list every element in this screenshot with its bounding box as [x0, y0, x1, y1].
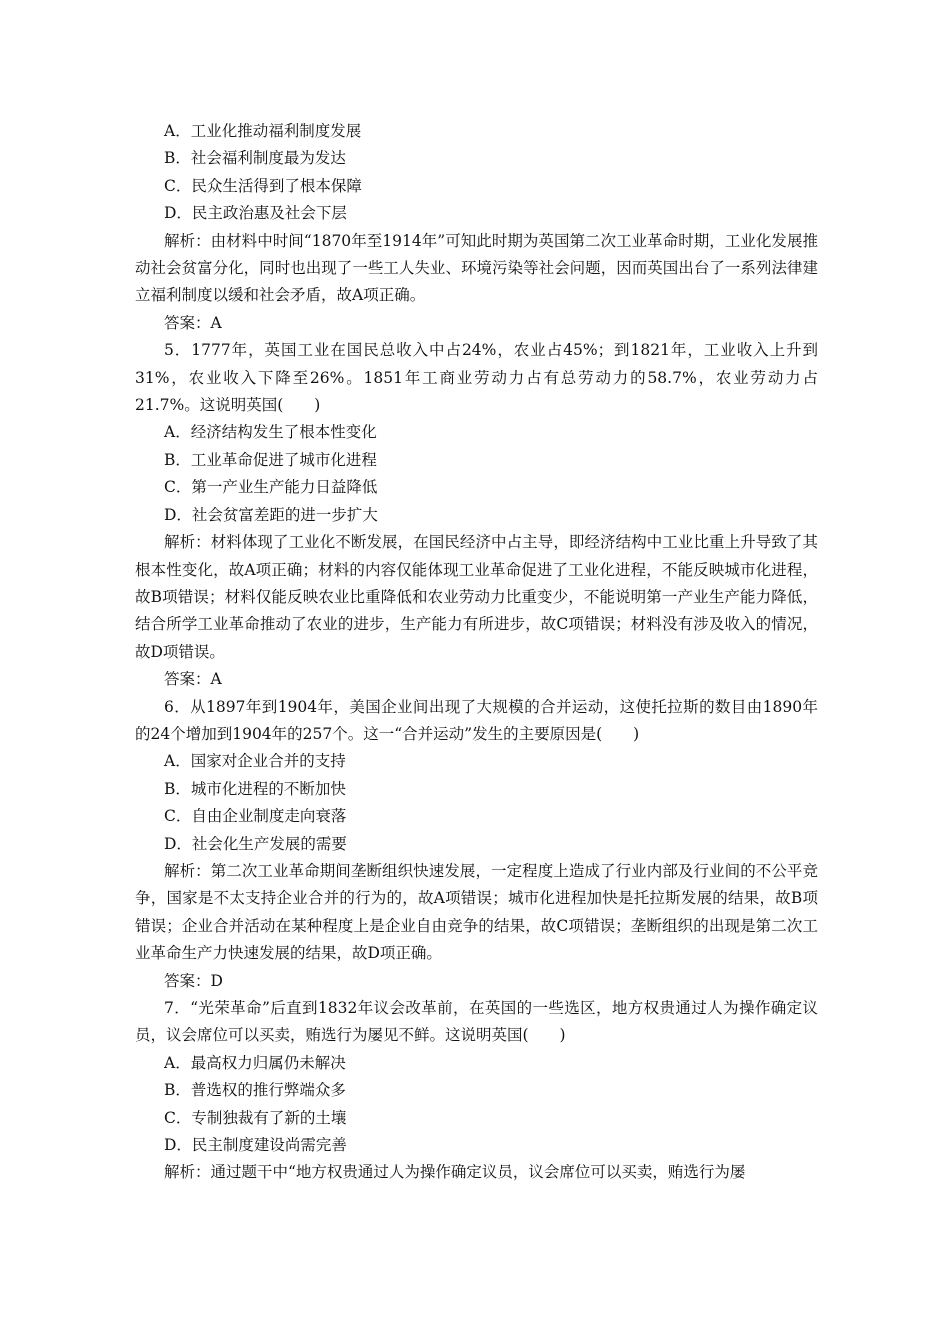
q7-stem: 7．“光荣革命”后直到1832年议会改革前，在英国的一些选区，地方权贵通过人为操作确定议员，议会席位可以买卖，贿选行为屡见不鲜。这说明英国( ) — [135, 999, 818, 1045]
q4-option-a: A．工业化推动福利制度发展 — [164, 122, 362, 140]
q7-option-c: C．专制独裁有了新的土壤 — [164, 1108, 347, 1127]
q6-stem: 6．从1897年到1904年，美国企业间出现了大规模的合并运动，这使托拉斯的数目由1890年的24个增加到1904年的257个。这一“合并运动”发生的主要原因是( ) — [135, 697, 818, 743]
q5-option-d: D．社会贫富差距的进一步扩大 — [164, 505, 378, 524]
q6-option-b: B．城市化进程的不断加快 — [164, 779, 346, 798]
q7-option-b: B．普选权的推行弊端众多 — [164, 1081, 346, 1100]
q5-analysis: 解析：材料体现了工业化不断发展，在国民经济中占主导，即经济结构中工业比重上升导致了其根本性变化，故A项正确；材料的内容仅能体现工业革命促进了工业化进程，不能反映城市化进程，故B项错误；材料仅能反映农业比重降低和农业劳动力比重变少，不能说明第一产业生产能力降低，结合所学工业革命推动了农业的进步，生产能力有所进步，故C项错误；材料没有涉及收入的情况，故D项错误。 — [135, 533, 818, 661]
q6-analysis: 解析：第二次工业革命期间垄断组织快速发展，一定程度上造成了行业内部及行业间的不公平竞争，国家是不太支持企业合并的行为的，故A项错误；城市化进程加快是托拉斯发展的结果，故B项错误；企业合并活动在某种程度上是企业自由竞争的结果，故C项错误；垄断组织的出现是第二次工业革命生产力快速发展的结果，故D项正确。 — [135, 861, 818, 963]
q4-answer: 答案：A — [164, 313, 222, 332]
q6-option-d: D．社会化生产发展的需要 — [164, 834, 347, 853]
q4-option-d: D．民主政治惠及社会下层 — [164, 204, 347, 223]
q6-option-a: A．国家对企业合并的支持 — [164, 752, 346, 771]
q7-option-a: A．最高权力归属仍未解决 — [164, 1053, 346, 1072]
q4-option-c: C．民众生活得到了根本保障 — [164, 176, 362, 195]
q5-stem: 5．1777年，英国工业在国民总收入中占24%，农业占45%；到1821年，工业收入上升到31%，农业收入下降至26%。1851年工商业劳动力占有总劳动力的58.7%，农业劳动力占21.7%。这说明英国( ) — [135, 341, 818, 415]
q6-answer: 答案：D — [164, 971, 223, 990]
q5-option-c: C．第一产业生产能力日益降低 — [164, 478, 378, 497]
q6-option-c: C．自由企业制度走向衰落 — [164, 807, 347, 826]
q5-option-a: A．经济结构发生了根本性变化 — [164, 423, 377, 442]
q4-analysis: 解析：由材料中时间“1870年至1914年”可知此时期为英国第二次工业革命时期，工业化发展推动社会贫富分化，同时也出现了一些工人失业、环境污染等社会问题，因而英国出台了一系列法律建立福利制度以缓和社会矛盾，故A项正确。 — [135, 231, 818, 305]
q5-answer: 答案：A — [164, 670, 222, 689]
q7-option-d: D．民主制度建设尚需完善 — [164, 1136, 347, 1155]
q5-option-b: B．工业革命促进了城市化进程 — [164, 450, 377, 469]
document-page — [135, 118, 818, 1187]
q4-option-b: B．社会福利制度最为发达 — [164, 149, 346, 168]
q7-analysis: 解析：通过题干中“地方权贵通过人为操作确定议员，议会席位可以买卖，贿选行为屡 — [164, 1163, 746, 1182]
